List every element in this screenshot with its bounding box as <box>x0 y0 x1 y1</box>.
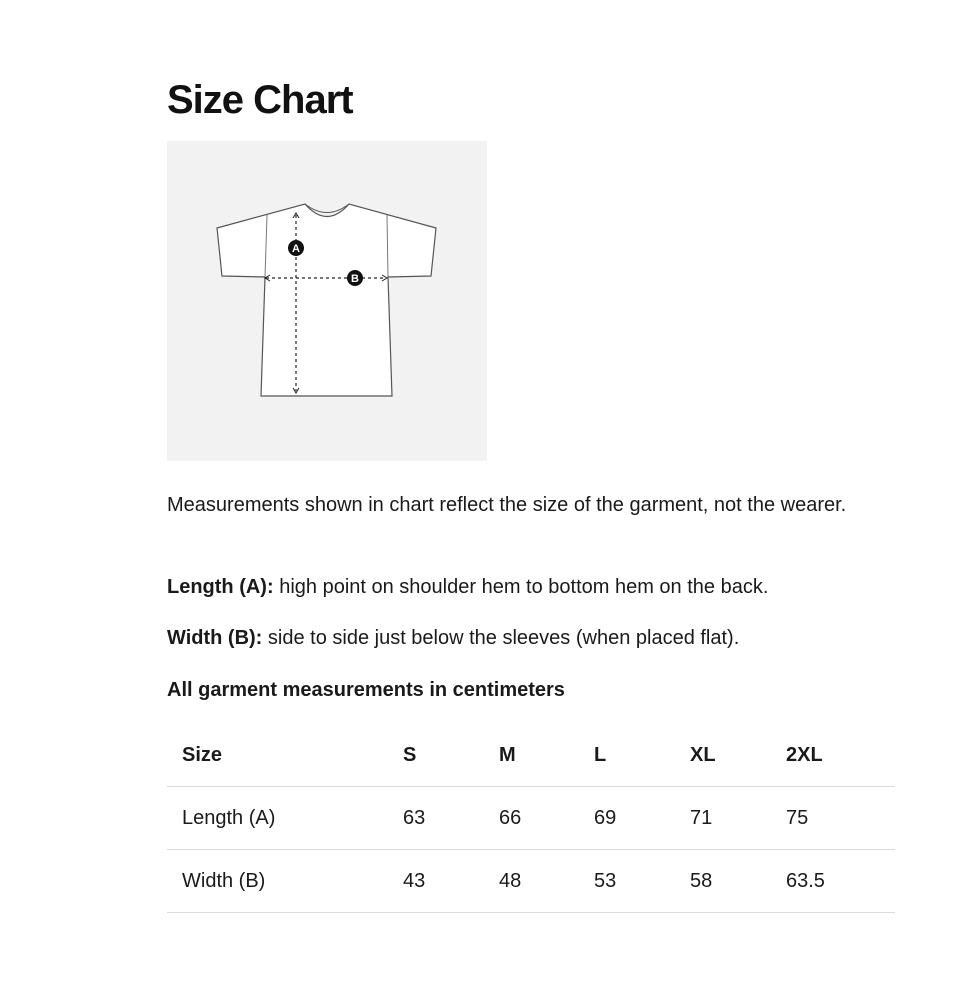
table-cell: 66 <box>499 787 594 850</box>
row-label-length: Length (A) <box>167 787 403 850</box>
width-definition-label: Width (B): <box>167 627 263 649</box>
marker-b-label: B <box>351 273 359 285</box>
header-cell-xl: XL <box>690 724 786 787</box>
header-cell-m: M <box>499 724 594 787</box>
size-table <box>167 724 895 913</box>
table-row <box>167 787 895 850</box>
table-cell: 53 <box>594 850 690 913</box>
header-cell-s: S <box>403 724 499 787</box>
width-definition-text: side to side just below the sleeves (when placed flat). <box>262 627 740 649</box>
tshirt-outline <box>217 204 436 396</box>
width-definition <box>167 623 867 654</box>
header-cell-l: L <box>594 724 690 787</box>
size-table-header-row <box>167 724 895 787</box>
intro-text: Measurements shown in chart reflect the size of the garment, not the wearer. <box>167 494 847 516</box>
tshirt-diagram <box>167 141 487 461</box>
table-cell: 63.5 <box>786 850 895 913</box>
marker-a-label: A <box>292 243 300 255</box>
length-definition-label: Length (A): <box>167 576 274 598</box>
header-cell-2xl: 2XL <box>786 724 895 787</box>
row-label-width: Width (B) <box>167 850 403 913</box>
header-cell-size: Size <box>167 724 403 787</box>
tshirt-diagram-svg <box>167 141 487 461</box>
table-cell: 58 <box>690 850 786 913</box>
table-cell: 63 <box>403 787 499 850</box>
table-cell: 75 <box>786 787 895 850</box>
table-cell: 48 <box>499 850 594 913</box>
table-cell: 69 <box>594 787 690 850</box>
table-cell: 43 <box>403 850 499 913</box>
length-definition <box>167 572 867 603</box>
length-definition-text: high point on shoulder hem to bottom hem on the back. <box>273 576 769 598</box>
units-note: All garment measurements in centimeters <box>167 679 565 701</box>
table-cell: 71 <box>690 787 786 850</box>
page-title: Size Chart <box>167 78 353 122</box>
table-row <box>167 850 895 913</box>
